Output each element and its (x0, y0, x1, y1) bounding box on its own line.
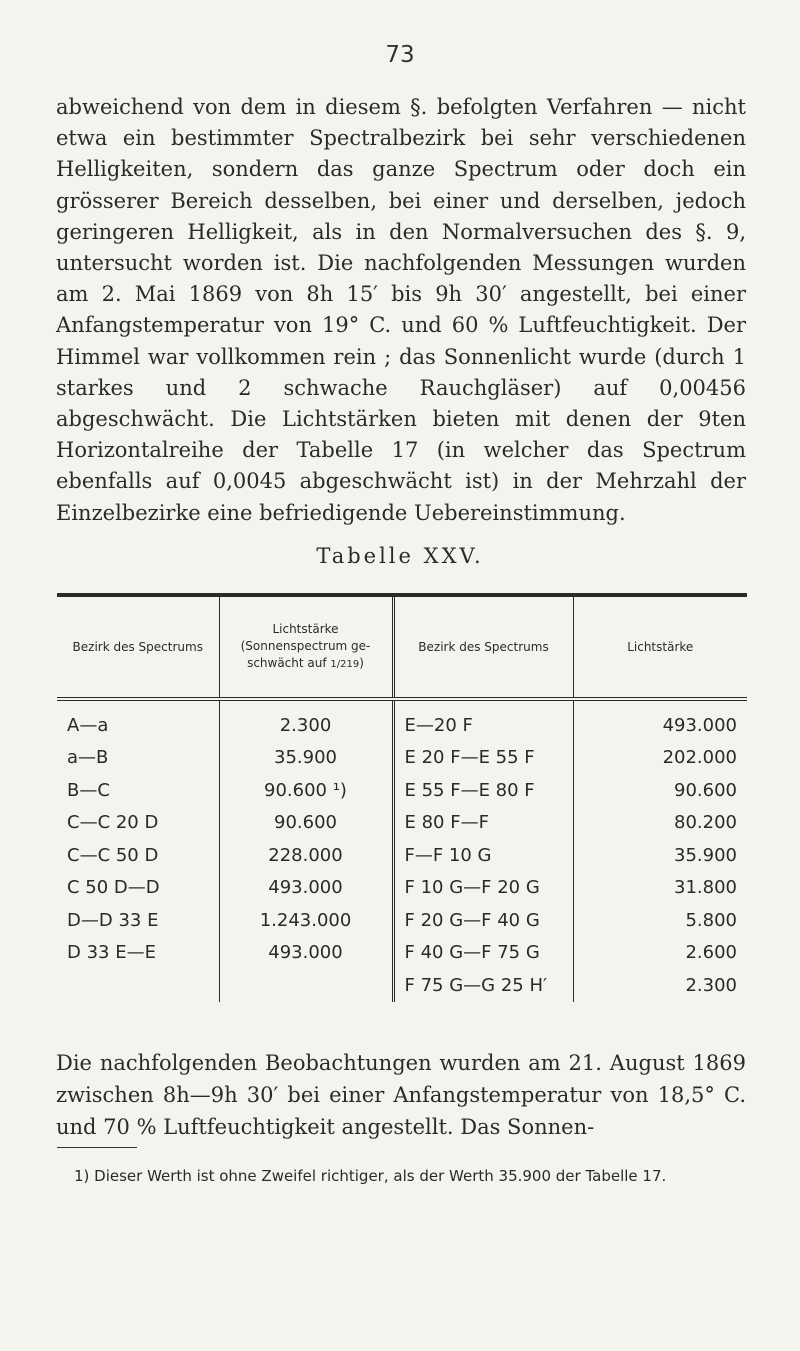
header-fraction: 1/219 (330, 659, 360, 670)
cell-lichtstaerke-2: 493.000 (662, 714, 737, 736)
header-line-2: (Sonnenspectrum ge- (240, 639, 371, 653)
paragraph-1: abweichend von dem in diesem §. befolgten Verfahren — nicht etwa ein bestimmter Spectralbezirk bei sehr verschiedenen Helligkeiten, sondern das ganze Spectrum oder doch ein grösserer Bereich desselben, bei einer und derselben, jedoch geringeren Helligkeit, als in den Normalversuchen des §. 9, untersucht worden ist. Die nachfolgenden Messungen wurden am 2. Mai 1869 von 8h 15′ bis 9h 30′ angestellt, bei einer Anfangstemperatur von 19° C. und 60 % Luftfeuchtigkeit. Der Himmel war vollkommen rein ; das Sonnenlicht wurde (durch 1 starkes und 2 schwache Rauchgläser) auf 0,00456 abgeschwächt. Die Lichtstärken bieten mit denen der 9ten Horizontalreihe der Tabelle 17 (in welcher das Spectrum ebenfalls auf 0,0045 abgeschwächt ist) in der Mehrzahl der Einzelbezirke eine befriedigende Uebereinstimmung. (56, 95, 746, 525)
cell-lichtstaerke-2: 5.800 (685, 909, 737, 931)
data-table (57, 593, 747, 1002)
table-row (57, 742, 747, 775)
header-bezirk-2: Bezirk des Spectrums (393, 595, 573, 699)
cell-lichtstaerke: 90.600 ¹) (219, 774, 393, 807)
cell-bezirk: C 50 D—D (57, 872, 219, 905)
cell-bezirk: B—C (57, 774, 219, 807)
cell-bezirk: C—C 20 D (57, 807, 219, 840)
table-title: Tabelle XXV. (316, 544, 484, 568)
cell-lichtstaerke-2: 202.000 (662, 747, 737, 769)
table-body (57, 699, 747, 1002)
cell-lichtstaerke: 1.243.000 (219, 904, 393, 937)
table-header-row (57, 595, 747, 699)
footnote (56, 1165, 746, 1187)
cell-bezirk: D—D 33 E (57, 904, 219, 937)
cell-lichtstaerke: 228.000 (219, 839, 393, 872)
cell-bezirk-2: F 20 G—F 40 G (393, 904, 573, 937)
cell-lichtstaerke-2: 2.600 (685, 942, 737, 964)
table-row (57, 937, 747, 970)
table-row (57, 699, 747, 742)
header-close: ) (359, 656, 364, 670)
table-row (57, 839, 747, 872)
header-lichtstaerke-1 (219, 595, 393, 699)
table-row (57, 904, 747, 937)
cell-bezirk: D 33 E—E (57, 937, 219, 970)
cell-lichtstaerke-2: 90.600 (674, 779, 737, 801)
cell-lichtstaerke-2: 2.300 (685, 974, 737, 996)
body-paragraph-2 (56, 1047, 746, 1143)
table-row (57, 774, 747, 807)
cell-bezirk-2: E 55 F—E 80 F (393, 774, 573, 807)
cell-lichtstaerke: 90.600 (219, 807, 393, 840)
cell-lichtstaerke: 2.300 (219, 699, 393, 742)
header-line-1: Lichtstärke (272, 622, 339, 636)
cell-bezirk-2: F—F 10 G (393, 839, 573, 872)
cell-bezirk-2: E 80 F—F (393, 807, 573, 840)
cell-lichtstaerke-2: 80.200 (674, 812, 737, 834)
header-line-3: schwächt auf (247, 656, 327, 670)
footnote-rule (57, 1147, 137, 1148)
cell-lichtstaerke-2: 31.800 (674, 877, 737, 899)
cell-bezirk: A—a (57, 699, 219, 742)
cell-lichtstaerke: 493.000 (219, 937, 393, 970)
cell-bezirk: C—C 50 D (57, 839, 219, 872)
paragraph-2: Die nachfolgenden Beobachtungen wurden am 21. August 1869 zwischen 8h—9h 30′ bei einer Anfangstemperatur von 18,5° C. und 70 % Luftfeuchtigkeit angestellt. Das Sonnen- (56, 1051, 746, 1139)
header-lichtstaerke-2: Lichtstärke (573, 595, 747, 699)
cell-bezirk (57, 969, 219, 1002)
table-row (57, 872, 747, 905)
header-bezirk: Bezirk des Spectrums (57, 595, 219, 699)
cell-lichtstaerke (219, 969, 393, 1002)
cell-lichtstaerke: 493.000 (219, 872, 393, 905)
table-row (57, 807, 747, 840)
page-number: 73 (385, 42, 415, 68)
cell-bezirk-2: F 75 G—G 25 H′ (393, 969, 573, 1002)
cell-lichtstaerke: 35.900 (219, 742, 393, 775)
cell-bezirk-2: E—20 F (393, 699, 573, 742)
footnote-text: 1) Dieser Werth ist ohne Zweifel richtiger, als der Werth 35.900 der Tabelle 17. (74, 1167, 667, 1185)
cell-bezirk-2: F 40 G—F 75 G (393, 937, 573, 970)
cell-bezirk: a—B (57, 742, 219, 775)
cell-lichtstaerke-2: 35.900 (674, 844, 737, 866)
cell-bezirk-2: F 10 G—F 20 G (393, 872, 573, 905)
cell-bezirk-2: E 20 F—E 55 F (393, 742, 573, 775)
body-paragraph (56, 92, 746, 529)
table-row (57, 969, 747, 1002)
